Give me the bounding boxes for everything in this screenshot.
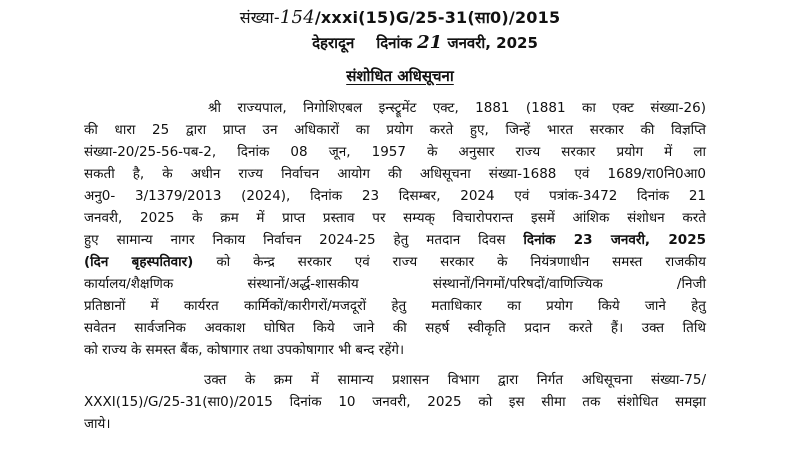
body-line-14: XXXI(15)/G/25-31(सा0)/2015 दिनांक 10 जनवरी, 2025 को इस सीमा तक संशोधित समझा [84,394,706,410]
body-line-8: (दिन बृहस्पतिवार) को केन्द्र सरकार एवं राज्य सरकार के नियंत्रणाधीन समस्त राजकीय [84,254,706,270]
body-line-6: जनवरी, 2025 के क्रम में प्राप्त प्रस्ताव पर सम्यक् विचारोपरान्त इसमें आंशिक संशोधन करते [84,210,706,226]
body-line-12: को राज्य के समस्त बैंक, कोषागार तथा उपकोषागार भी बन्द रहेंगे। [84,342,405,358]
body-line-13: उक्त के क्रम में सामान्य प्रशासन विभाग द्वारा निर्गत अधिसूचना संख्या-75/ [204,372,706,388]
ref-prefix: संख्या- [239,8,280,27]
body-line-9: कार्यालय/शैक्षणिक संस्थानों/अर्द्ध-शासकीय संस्थानों/निगमों/परिषदों/वाणिज्यिक /निजी [84,276,706,292]
reference-number [0,6,800,28]
body-line-5: अनु0- 3/1379/2013 (2024), दिनांक 23 दिसम्बर, 2024 एवं पत्रांक-3472 दिनांक 21 [84,188,706,204]
body-line-7: हुए सामान्य नागर निकाय निर्वाचन 2024-25 हेतु मतदान दिवस दिनांक 23 जनवरी, 2025 [84,232,706,248]
handwritten-date-day: 21 [417,32,443,53]
notification-title: संशोधित अधिसूचना [346,67,454,85]
body-line-15: जाये। [84,416,111,432]
body-line-2: की धारा 25 द्वारा प्राप्त उन अधिकारों का प्रयोग करते हुए, जिन्हें भारत सरकार की विज्ञप्ति [84,122,706,138]
ref-suffix: /xxxi(15)G/25-31(सा0)/2015 [314,8,561,27]
date-rest: जनवरी, 2025 [447,34,538,52]
handwritten-ref-number: 154 [279,7,315,28]
polling-day: (दिन बृहस्पतिवार) [84,254,194,270]
body-line-1: श्री राज्यपाल, निगोशिएबल इन्स्ट्रूमेंट एक्ट, 1881 (1881 का एक्ट संख्या-26) [208,100,706,116]
body-line-10: प्रतिष्ठानों में कार्यरत कार्मिकों/कारीगरों/मजदूरों हेतु मताधिकार का प्रयोग किये जाने हेतु [84,298,706,314]
polling-date: दिनांक 23 जनवरी, 2025 [523,232,706,248]
date-prefix: दिनांक [376,34,412,52]
place-date [0,32,800,53]
place: देहरादून [312,34,355,52]
body-line-3: संख्या-20/25-56-पब-2, दिनांक 08 जून, 1957 के अनुसार राज्य सरकार प्रयोग में ला [84,144,706,160]
body-line-11: सवेतन सार्वजनिक अवकाश घोषित किये जाने की सहर्ष स्वीकृति प्रदान करते हैं। उक्त तिथि [84,320,706,336]
body-line-4: सकती है, के अधीन राज्य निर्वाचन आयोग की अधिसूचना संख्या-1688 एवं 1689/रा0नि0आ0 [84,166,706,182]
